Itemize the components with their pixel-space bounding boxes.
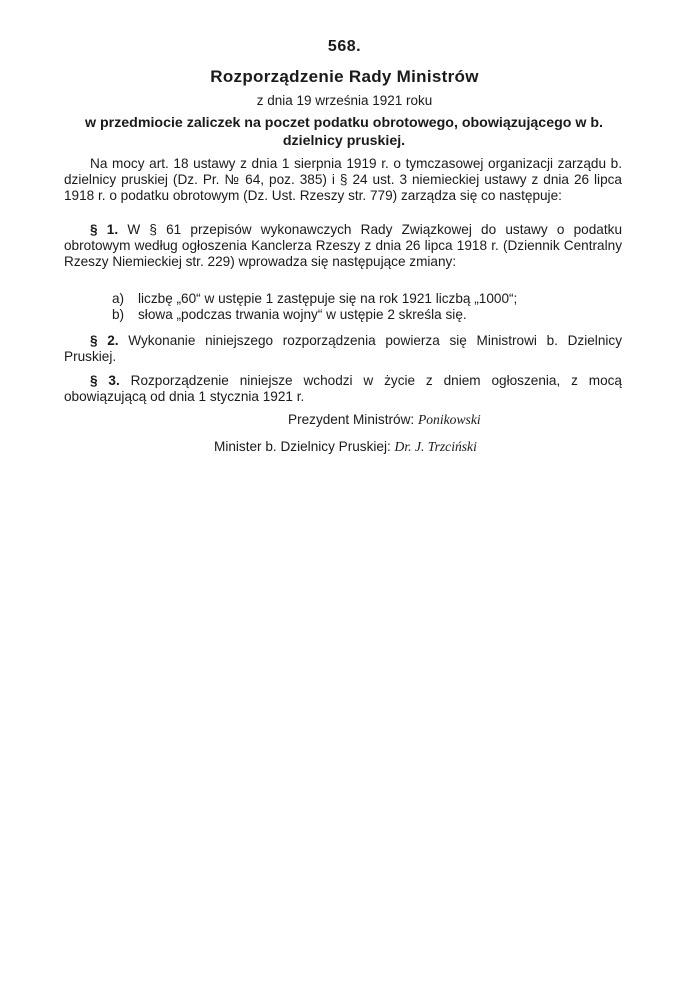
list-item — [64, 291, 622, 307]
list-item — [64, 307, 622, 323]
section-3 — [64, 373, 622, 405]
signature-minister — [214, 439, 634, 455]
item-a-label: a) — [112, 291, 125, 306]
document-title: Rozporządzenie Rady Ministrów — [210, 67, 479, 86]
signature-prime-minister — [288, 412, 628, 428]
section-2-label: § 2. — [90, 333, 119, 348]
section-1-text: W § 61 przepisów wykonawczych Rady Związkowej do ustawy o podatku obrotowym według ogłoszenia Kanclerza Rzeszy z dnia 26 lipca 1918 r. (Dziennik Centralny Rzeszy Niemieckiej str. 229) wprowadza się następujące zmiany: — [64, 222, 623, 269]
date-line: z dnia 19 września 1921 roku — [256, 93, 433, 108]
section-3-label: § 3. — [90, 373, 120, 388]
section-1-label: § 1. — [90, 222, 119, 237]
signature-name: Ponikowski — [417, 412, 481, 427]
signature-name: Dr. J. Trzciński — [394, 439, 477, 454]
section-2 — [64, 333, 622, 365]
item-b-label: b) — [112, 307, 125, 322]
amendment-list — [64, 291, 622, 323]
item-b-text: słowa „podczas trwania wojny“ w ustępie 2 skreśla się. — [138, 307, 467, 322]
section-2-text: Wykonanie niniejszego rozporządzenia powierza się Ministrowi b. Dzielnicy Pruskiej. — [64, 333, 622, 364]
section-1 — [64, 222, 622, 270]
section-3-text: Rozporządzenie niniejsze wchodzi w życie z dniem ogłoszenia, z mocą obowiązującą od dnia 1 stycznia 1921 r. — [64, 373, 622, 404]
preamble-paragraph: Na mocy art. 18 ustawy z dnia 1 sierpnia 1919 r. o tymczasowej organizacji zarządu b. dzielnicy pruskiej (Dz. Pr. № 64, poz. 385) i § 24 ust. 3 niemieckiej ustawy z dnia 26 lipca 1918 r. o podatku obrotowym (Dz. Ust. Rzeszy str. 779) zarządza się co następuje: — [64, 156, 622, 203]
page-number: 568. — [327, 38, 362, 55]
item-a-text: liczbę „60“ w ustępie 1 zastępuje się na rok 1921 liczbą „1000“; — [138, 291, 518, 306]
document-subject: w przedmiocie zaliczek na poczet podatku obrotowego, obowiązującego w b. dzielnicy pruskiej. — [85, 115, 603, 149]
signature-role: Prezydent Ministrów: — [288, 412, 415, 427]
signature-role: Minister b. Dzielnicy Pruskiej: — [214, 439, 391, 454]
